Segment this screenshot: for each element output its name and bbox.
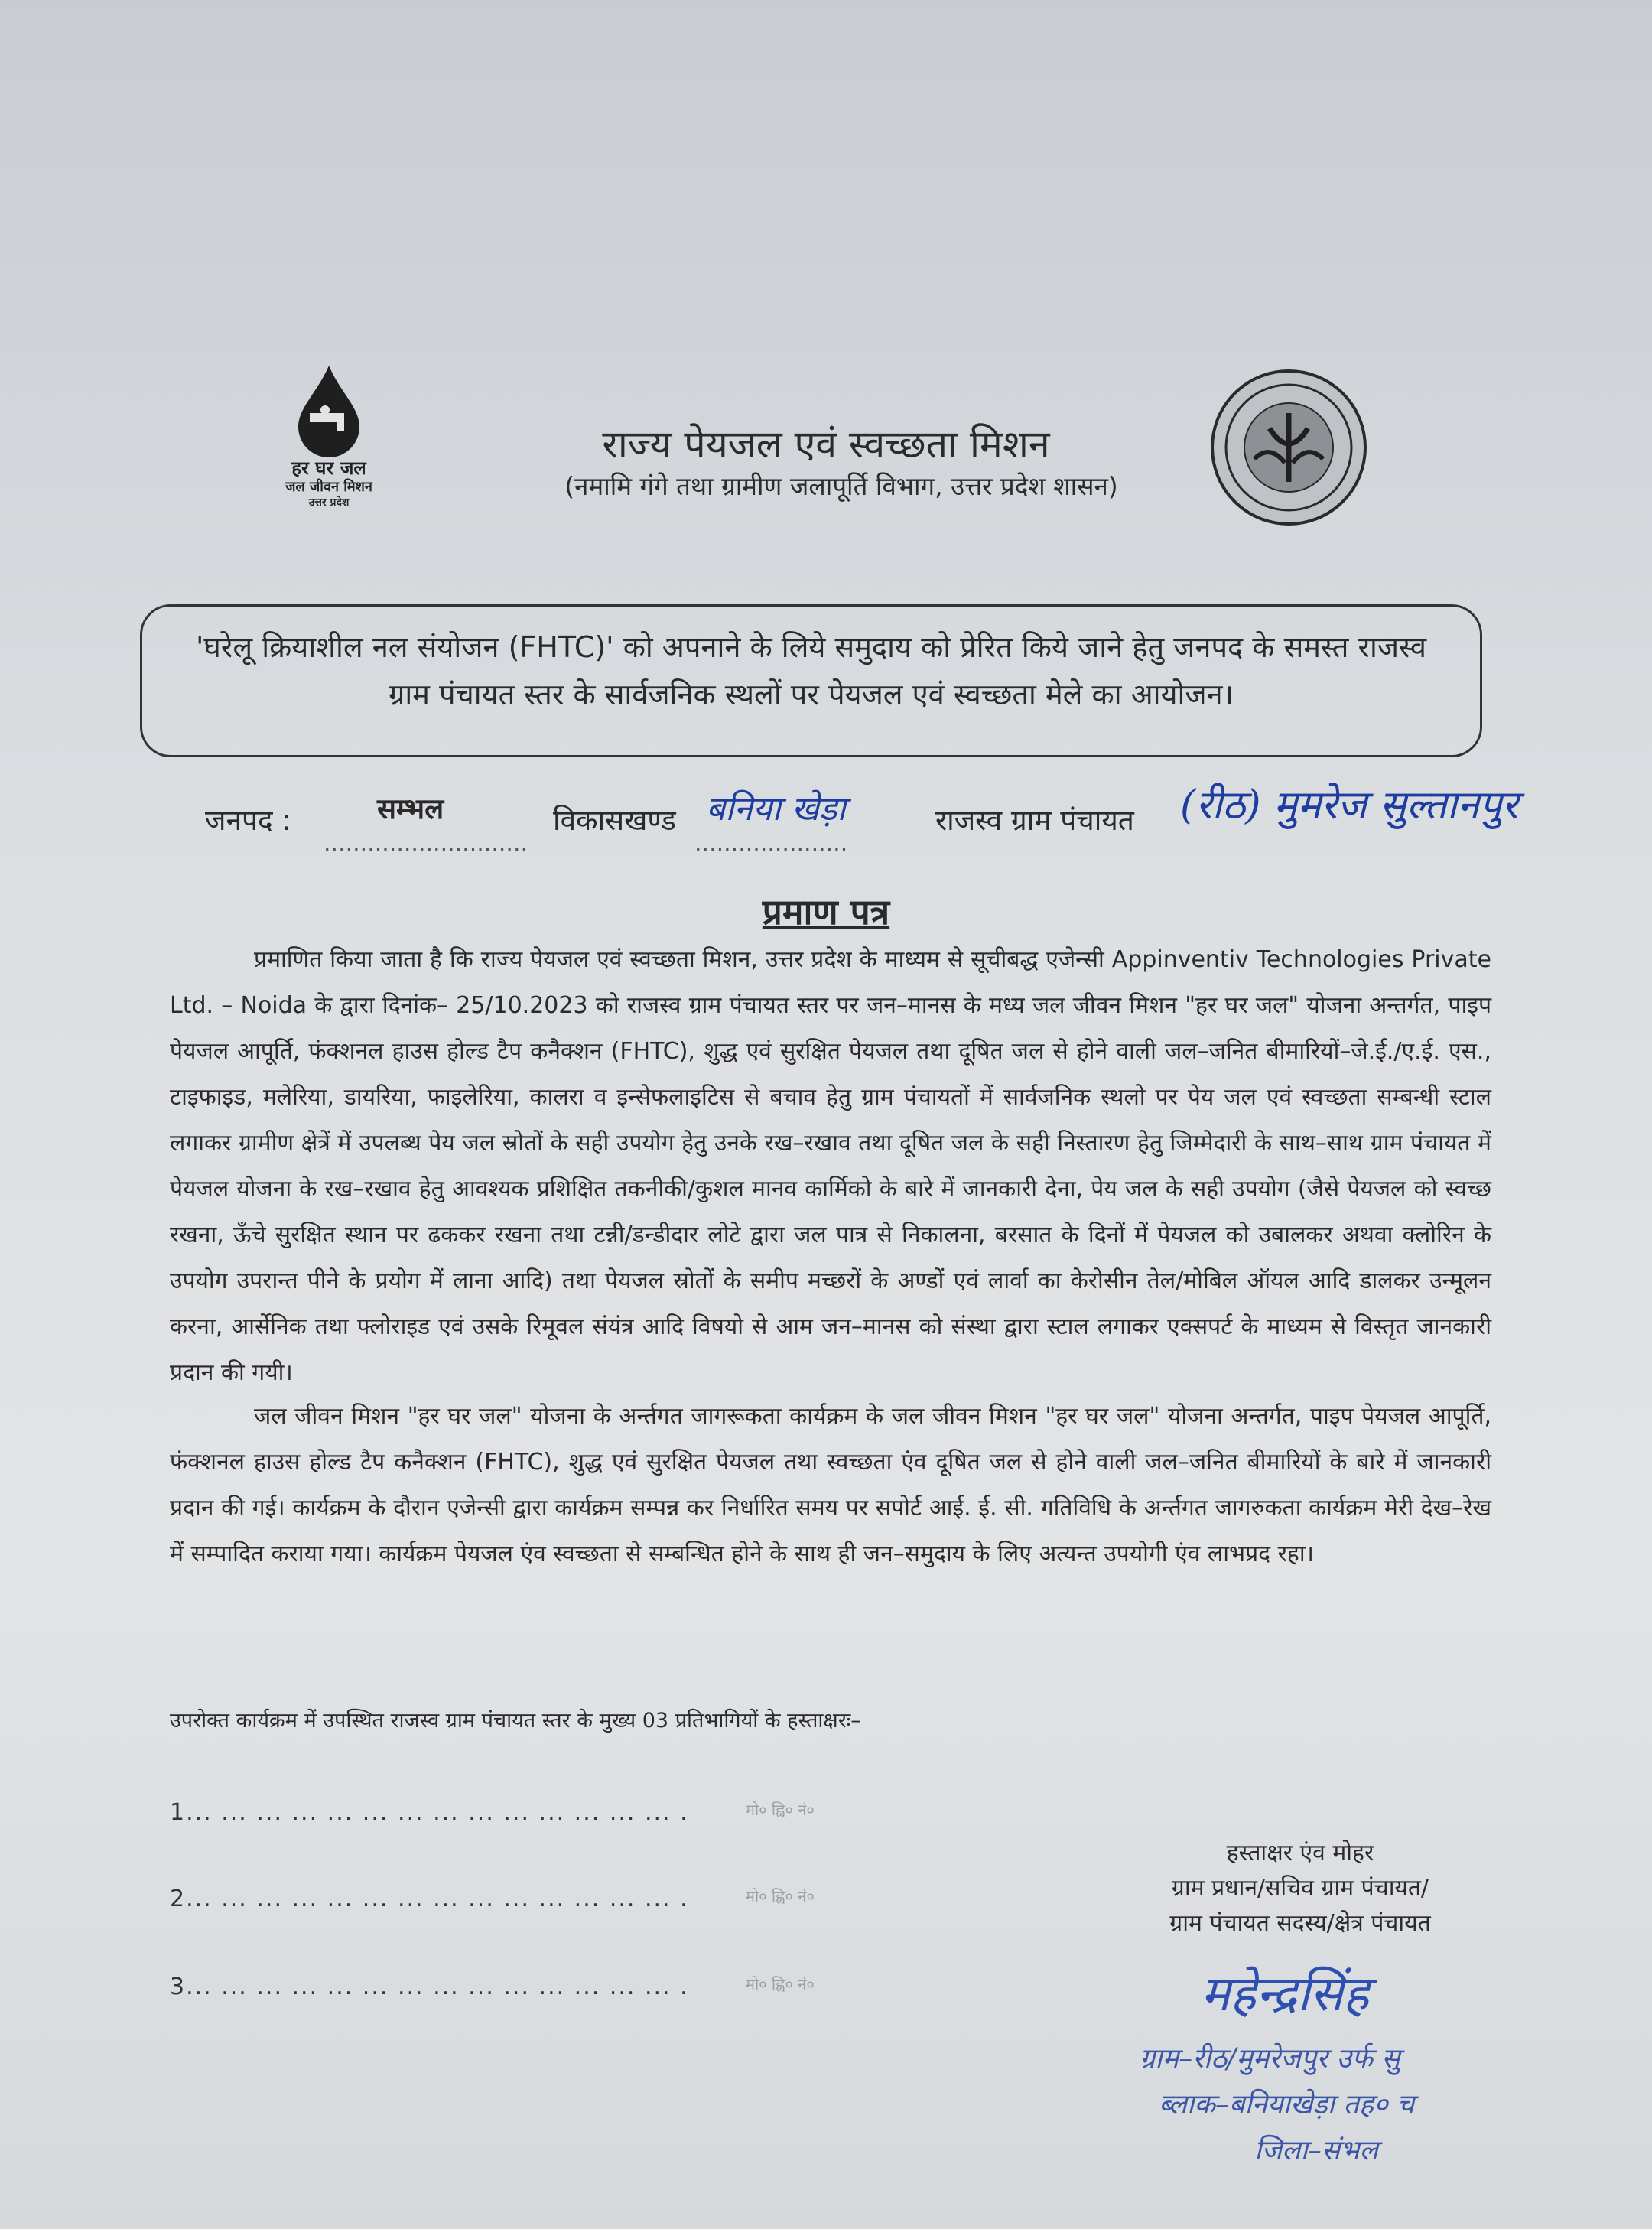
stamp-line-3: जिला–संभल (1254, 2135, 1378, 2166)
authority-line-1: हस्ताक्षर एंव मोहर (1226, 1840, 1374, 1866)
gram-panchayat-label: राजस्व ग्राम पंचायत (935, 804, 1134, 837)
block-label: विकासखण्ड (553, 804, 676, 837)
janpad-value: सम्भल (377, 792, 444, 825)
seal-emblem-icon (1208, 367, 1369, 528)
paragraph-1-text: प्रमाणित किया जाता है कि राज्य पेयजल एवं स्वच्छता मिशन, उत्तर प्रदेश के माध्यम से सूचीबद्ध एजेन्सी Appinventiv Technologies Private Ltd. – Noida के द्वारा दिनांक– 25/10.2023 को राजस्व ग्राम पंचायत स्तर पर जन–मानस के मध्य जल जीवन मिशन "हर घर जल" योजना अन्तर्गत, पाइप पेयजल आपूर्ति, फंक्शनल हाउस होल्ड टैप कनैक्शन (FHTC), शुद्ध एवं सुरक्षित पेयजल तथा दूषित जल से होने वाली जल–जनित बीमारियों–जे.ई./ए.ई. एस., टाइफाइड, मलेरिया, डायरिया, फाइलेरिया, कालरा व इन्सेफलाइटिस से बचाव हेतु ग्राम पंचायतों में सार्वजनिक स्थलो पर पेय जल एवं स्वच्छता सम्बन्धी स्टाल लगाकर ग्रामीण क्षेत्रें में उपलब्ध पेय जल स्रोतों के सही उपयोग हेतु उनके रख–रखाव तथा दूषित जल के सही निस्तारण हेतु जिम्मेदारी के साथ–साथ ग्राम पंचायत में पेयजल योजना के रख–रखाव हेतु आवश्यक प्रशिक्षित तकनीकी/कुशल मानव कार्मिको के बारे में जानकारी देना, पेय जल के सही उपयोग (जैसे पेयजल को स्वच्छ रखना, ऊँचे सुरक्षित स्थान पर ढककर रखना तथा टन्नी/डन्डीदार लोटे द्वारा जल पात्र से निकालना, बरसात के दिनों में पेयजल को उबालकर अथवा क्लोरिन के उपयोग उपरान्त पीने के प्रयोग में लाना आदि) तथा पेयजल स्रोतों के समीप मच्छरों के अण्डों एवं लार्वा का केरोसीन तेल/मोबिल ऑयल आदि डालकर उन्मूलन करना, आर्सेनिक तथा फ्लोराइड एवं उसके रिमूवल संयंत्र आदि विषयो से आम जन–मानस को संस्था द्वारा स्टाल लगाकर एक्सपर्ट के माध्यम से विस्तृत जानकारी प्रदान की गयी। (170, 946, 1491, 1386)
janpad-label: जनपद : (205, 804, 291, 837)
authority-line-2: ग्राम प्रधान/सचिव ग्राम पंचायत/ (1171, 1875, 1429, 1902)
mobile-no-3: मो० ह्वि० नं० (746, 1975, 815, 1993)
gram-panchayat-value: (रीठ) मुमरेज सुल्तानपुर (1180, 783, 1518, 828)
logo-caption-2: जल जीवन मिशन (285, 479, 372, 495)
participant-line-2: 2... ... ... ... ... ... ... ... ... ... ... ... ... ... . (170, 1886, 689, 1912)
janpad-dots: ............................ (324, 830, 528, 857)
logo-caption-1: हर घर जल (291, 457, 366, 479)
up-government-seal (1208, 367, 1369, 528)
authority-block (1101, 1836, 1499, 1941)
mobile-no-2: मो० ह्वि० नं० (746, 1887, 815, 1905)
block-value: बनिया खेड़ा (706, 789, 846, 828)
participants-intro: उपरोक्त कार्यक्रम में उपस्थित राजस्व ग्राम पंचायत स्तर के मुख्य 03 प्रतिभागियों के हस्ताक्षरः– (170, 1709, 861, 1733)
authority-line-3: ग्राम पंचायत सदस्य/क्षेत्र पंचायत (1169, 1910, 1431, 1937)
certificate-heading: प्रमाण पत्र (762, 891, 890, 932)
stamp-line-1: ग्राम–रीठ/मुमरेजपुर उर्फ सु (1140, 2043, 1400, 2074)
participant-line-3: 3... ... ... ... ... ... ... ... ... ... ... ... ... ... . (170, 1974, 689, 2000)
location-fields (205, 783, 1643, 861)
page-title: राज्य पेयजल एवं स्वच्छता मिशन (602, 422, 1050, 467)
certificate-paragraph-2 (170, 1394, 1491, 1577)
certificate-paragraph-1 (170, 937, 1491, 1396)
logo-caption-3: उत्तर प्रदेश (308, 496, 350, 509)
event-notice-box: 'घरेलू क्रियाशील नल संयोजन (FHTC)' को अपनाने के लिये समुदाय को प्रेरित किये जाने हेतु जनपद के समस्त राजस्व ग्राम पंचायत स्तर के सार्वजनिक स्थलों पर पेयजल एवं स्वच्छता मेले का आयोजन। (140, 604, 1482, 757)
block-dots: ..................... (694, 830, 848, 857)
paragraph-2-text: जल जीवन मिशन "हर घर जल" योजना के अर्न्तगत जागरूकता कार्यक्रम के जल जीवन मिशन "हर घर जल" योजना अन्तर्गत, पाइप पेयजल आपूर्ति, फंक्शनल हाउस होल्ड टैप कनैक्शन (FHTC), शुद्ध एवं सुरक्षित पेयजल तथा स्वच्छता एंव दूषित जल से होने वाली जल–जनित बीमारियों के बारे में जानकारी प्रदान की गई। कार्यक्रम के दौरान एजेन्सी द्वारा कार्यक्रम सम्पन्न कर निर्धारित समय पर सपोर्ट आई. ई. सी. गतिविधि के अर्न्तगत जागरुकता कार्यक्रम मेरी देख–रेख में सम्पादित कराया गया। कार्यक्रम पेयजल एंव स्वच्छता से सम्बन्धित होने के साथ ही जन–समुदाय के लिए अत्यन्त उपयोगी एंव लाभप्रद रहा। (170, 1403, 1491, 1567)
page-subtitle: (नमामि गंगे तथा ग्रामीण जलापूर्ति विभाग, उत्तर प्रदेश शासन) (564, 471, 1118, 501)
stamp-line-2: ब्लाक–बनियाखेड़ा तह० च (1159, 2089, 1415, 2120)
participant-line-1: 1... ... ... ... ... ... ... ... ... ... ... ... ... ... . (170, 1799, 689, 1826)
mobile-no-1: मो० ह्वि० नं० (746, 1801, 815, 1819)
handwritten-signature: महेन्द्रसिंह (1201, 1966, 1369, 2022)
